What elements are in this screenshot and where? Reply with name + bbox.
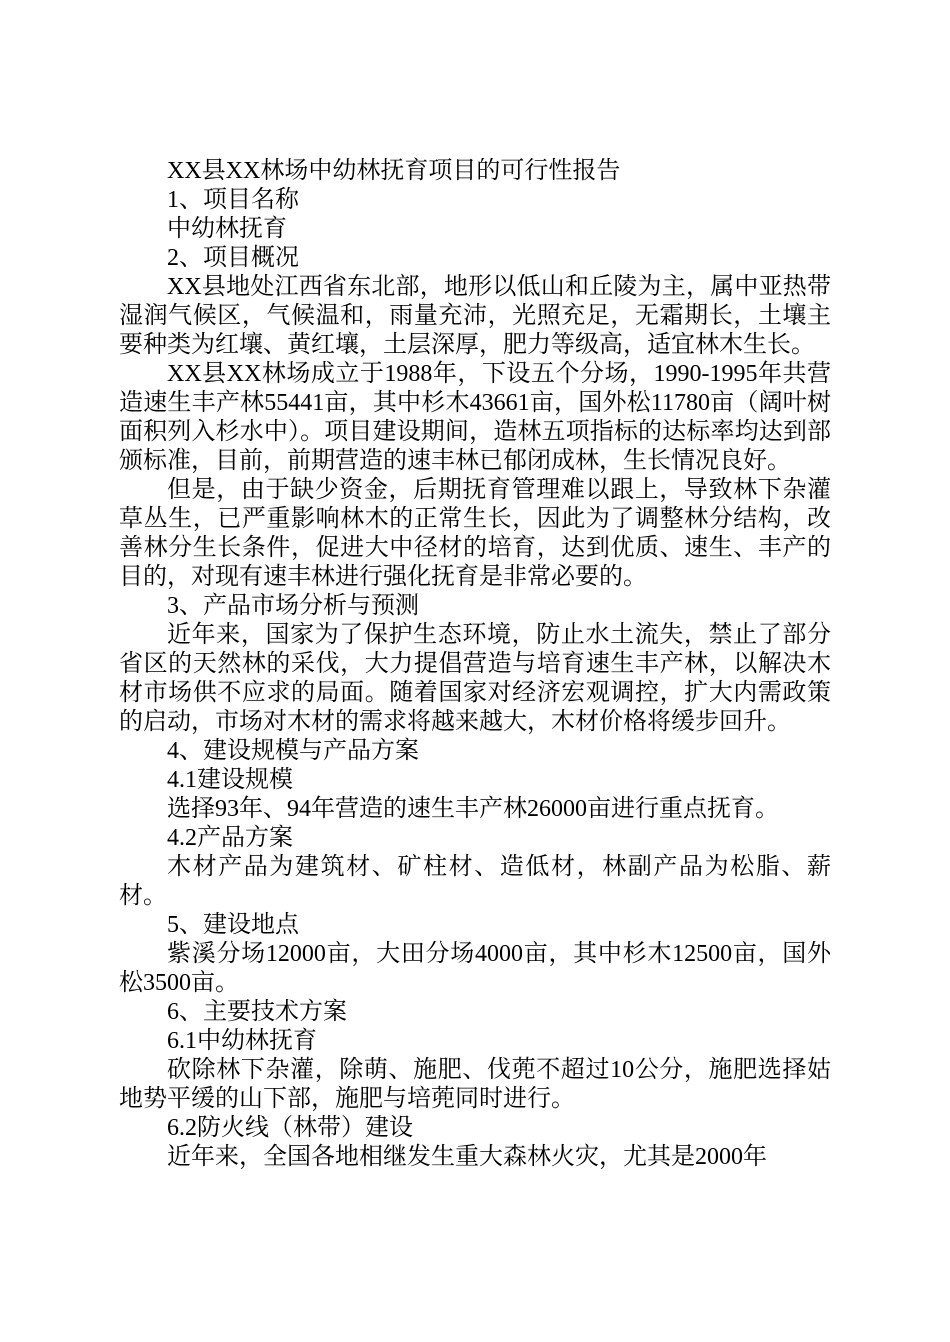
section-heading-6: 6、主要技术方案 xyxy=(167,999,347,1025)
section-heading-2: 2、项目概况 xyxy=(167,245,299,271)
section-heading-4: 4、建设规模与产品方案 xyxy=(167,738,419,764)
subsection-heading-4-1: 4.1建设规模 xyxy=(167,767,293,793)
subsection-heading-6-1: 6.1中幼林抚育 xyxy=(167,1028,317,1054)
paragraph: 紫溪分场12000亩，大田分场4000亩，其中杉木12500亩，国外松3500亩。 xyxy=(119,941,831,996)
subsection-heading-6-2: 6.2防火线（林带）建设 xyxy=(167,1115,413,1141)
paragraph: 砍除林下杂灌，除萌、施肥、伐蔸不超过10公分，施肥选择姑地势平缓的山下部，施肥与培蔸同时进行。 xyxy=(119,1057,831,1112)
section-heading-3: 3、产品市场分析与预测 xyxy=(167,593,419,619)
paragraph: 近年来，国家为了保护生态环境，防止水土流失，禁止了部分省区的天然林的采伐，大力提倡营造与培育速生丰产林，以解决木材市场供不应求的局面。随着国家对经济宏观调控，扩大内需政策的启动，市场对木材的需求将越来越大，木材价格将缓步回升。 xyxy=(119,622,831,735)
paragraph: 木材产品为建筑材、矿柱材、造低材，林副产品为松脂、薪材。 xyxy=(119,854,831,909)
paragraph: 但是，由于缺少资金，后期抚育管理难以跟上，导致林下杂灌草丛生，已严重影响林木的正常生长，因此为了调整林分结构，改善林分生长条件，促进大中径材的培育，达到优质、速生、丰产的目的，对现有速丰林进行强化抚育是非常必要的。 xyxy=(119,477,831,590)
paragraph: 中幼林抚育 xyxy=(167,216,287,242)
paragraph: XX县XX林场成立于1988年，下设五个分场，1990-1995年共营造速生丰产林55441亩，其中杉木43661亩，国外松11780亩（阔叶树面积列入杉水中）。项目建设期间，造林五项指标的达标率均达到部颁标准，目前，前期营造的速丰林已郁闭成林，生长情况良好。 xyxy=(119,361,831,474)
document-title: XX县XX林场中幼林抚育项目的可行性报告 xyxy=(167,158,621,184)
section-heading-1: 1、项目名称 xyxy=(167,187,299,213)
paragraph: 选择93年、94年营造的速生丰产林26000亩进行重点抚育。 xyxy=(167,796,779,822)
subsection-heading-4-2: 4.2产品方案 xyxy=(167,825,293,851)
section-heading-5: 5、建设地点 xyxy=(167,912,299,938)
paragraph: 近年来，全国各地相继发生重大森林火灾，尤其是2000年 xyxy=(167,1144,767,1170)
paragraph: XX县地处江西省东北部，地形以低山和丘陵为主，属中亚热带湿润气候区，气候温和，雨量充沛，光照充足，无霜期长，土壤主要种类为红壤、黄红壤，土层深厚，肥力等级高，适宜林木生长。 xyxy=(119,274,831,358)
document-body xyxy=(119,157,831,1172)
